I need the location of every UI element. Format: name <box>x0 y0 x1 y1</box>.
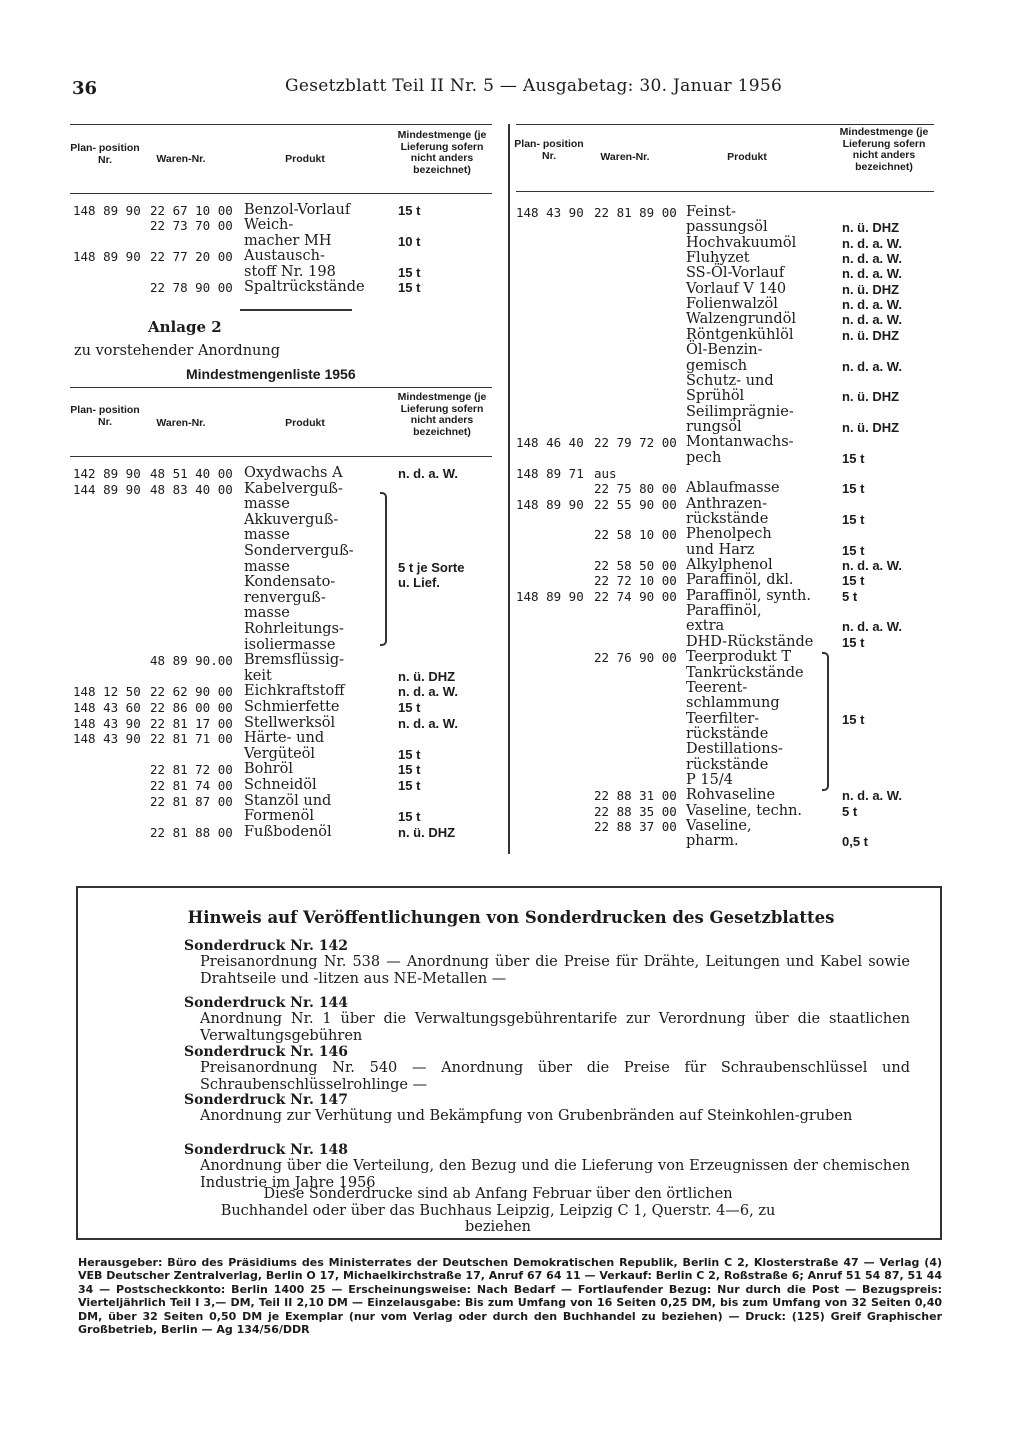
table-cell-produkt: Rohvaseline <box>686 787 776 804</box>
table-cell-produkt: Röntgenkühlöl <box>686 326 794 343</box>
table-cell-produkt: isoliermasse <box>244 636 336 653</box>
table-cell-produkt: Bohröl <box>244 761 294 778</box>
sonderdruck-title: Sonderdruck Nr. 144 <box>184 995 349 1011</box>
sonderdruck-text: Preisanordnung Nr. 538 — Anordnung über die Preise für Drähte, Leitungen und Kabel sowie Drahtseile und -litzen aus NE-Metallen — <box>200 954 910 987</box>
table-cell-plan-position: 144 89 90 <box>73 481 141 497</box>
table-cell-produkt: masse <box>244 527 290 544</box>
table-cell-plan-position: 148 89 90 <box>516 496 584 512</box>
table-cell-plan-position: 148 89 90 <box>73 203 141 218</box>
table-cell-plan-position: 142 89 90 <box>73 466 141 481</box>
table-rule <box>70 193 492 194</box>
sonderdruck-title: Sonderdruck Nr. 147 <box>184 1092 349 1108</box>
table-cell-mindestmenge: 15 t <box>398 280 421 295</box>
sonderdruck-text: Anordnung zur Verhütung und Bekämpfung von Grubenbränden auf Steinkohlen-gruben <box>200 1108 853 1124</box>
table-cell-plan-position: 148 89 90 <box>73 249 141 265</box>
header-waren: Waren-Nr. <box>156 153 206 165</box>
table-cell-mindestmenge: n. d. a. W. <box>842 788 902 804</box>
page-number: 36 <box>72 78 98 99</box>
table-cell-produkt: Fußbodenöl <box>244 823 332 840</box>
table-cell-mindestmenge: 10 t <box>398 233 421 249</box>
table-cell-produkt: Stellwerksöl <box>244 714 336 731</box>
table-cell-mindestmenge: 15 t <box>842 512 865 527</box>
table-cell-waren-nr: 22 88 37 00 <box>594 819 677 834</box>
table-cell-waren-nr: 22 81 71 00 <box>150 731 233 747</box>
table-cell-mindestmenge: 5 t <box>842 803 858 819</box>
table-cell-produkt: Feinst- <box>686 204 736 220</box>
table-cell-produkt: Benzol-Vorlauf <box>244 202 351 218</box>
table-cell-waren-nr: 22 62 90 00 <box>150 684 233 700</box>
table-cell-waren-nr: 22 81 74 00 <box>150 778 233 793</box>
table-cell-produkt: rungsöl <box>686 418 742 435</box>
table-cell-mindestmenge: 15 t <box>398 778 421 793</box>
table-cell-produkt: DHD-Rückstände <box>686 633 814 650</box>
table-cell-produkt: keit <box>244 667 272 684</box>
header-planposition: Plan- position Nr. <box>70 142 140 166</box>
table-cell-produkt: P 15/4 <box>686 771 733 788</box>
table-cell-waren-nr: 22 73 70 00 <box>150 218 233 234</box>
table-cell-plan-position: 148 12 50 <box>73 684 141 700</box>
anlage-subtitle: zu vorstehender Anordnung <box>74 343 281 359</box>
sonderdruck-text: Preisanordnung Nr. 540 — Anordnung über die Preise für Schraubenschlüssel und Schraubenschlüsselrohlinge — <box>200 1060 910 1093</box>
table-cell-waren-nr: 22 81 17 00 <box>150 715 233 731</box>
header-produkt: Produkt <box>285 153 325 165</box>
header-planposition: Plan- position Nr. <box>514 138 584 162</box>
table-cell-produkt: passungsöl <box>686 219 768 236</box>
table-cell-mindestmenge: 5 t <box>842 588 858 604</box>
table-cell-mindestmenge: 15 t <box>842 711 865 727</box>
header-planposition: Plan- position Nr. <box>70 404 140 428</box>
table-cell-waren-nr: 22 72 10 00 <box>594 573 677 589</box>
table-cell-produkt: Bremsflüssig- <box>244 652 345 669</box>
table-rule <box>70 124 492 125</box>
table-cell-plan-position: 148 89 90 <box>516 588 584 604</box>
header-waren: Waren-Nr. <box>600 151 650 163</box>
table-cell-plan-position: 148 89 71 <box>516 465 584 481</box>
sonderdruck-text: Anordnung Nr. 1 über die Verwaltungsgebührentarife zur Verordnung über die staatlichen Verwaltungsgebühren <box>200 1011 910 1044</box>
table-cell-produkt: stoff Nr. 198 <box>244 263 336 280</box>
table-cell-produkt: Rohrleitungs- <box>244 621 344 637</box>
table-cell-waren-nr: 22 75 80 00 <box>594 481 677 497</box>
table-cell-produkt: rückstände <box>686 725 769 742</box>
table-cell-mindestmenge: 15 t <box>398 203 421 218</box>
table-cell-produkt: Seilimprägnie- <box>686 403 794 420</box>
table-cell-mindestmenge: 15 t <box>842 450 865 466</box>
table-cell-mindestmenge: n. d. a. W. <box>842 251 902 267</box>
list-title: Mindestmengenliste 1956 <box>186 366 356 382</box>
table-cell-mindestmenge: n. d. a. W. <box>842 558 902 574</box>
table-rule <box>516 191 934 192</box>
table-cell-produkt: rückstände <box>686 756 769 773</box>
table-cell-mindestmenge: n. d. a. W. <box>398 466 458 481</box>
sonderdruck-title: Sonderdruck Nr. 142 <box>184 938 349 954</box>
table-cell-mindestmenge: 15 t <box>398 746 421 762</box>
header-produkt: Produkt <box>727 151 767 163</box>
table-cell-waren-nr: aus <box>594 465 617 481</box>
table-cell-produkt: Paraffinöl, dkl. <box>686 572 794 589</box>
table-cell-produkt: gemisch <box>686 357 748 374</box>
table-cell-plan-position: 148 43 90 <box>516 205 584 220</box>
table-cell-produkt: Austausch- <box>244 248 325 265</box>
table-cell-mindestmenge: n. d. a. W. <box>398 715 458 731</box>
header-waren: Waren-Nr. <box>156 417 206 429</box>
column-divider <box>508 124 510 854</box>
table-cell-produkt: Öl-Benzin- <box>686 342 763 359</box>
table-cell-produkt: Folienwalzöl <box>686 296 778 313</box>
table-cell-mindestmenge: n. ü. DHZ <box>842 220 900 236</box>
table-cell-produkt: Walzengrundöl <box>686 311 797 328</box>
table-cell-waren-nr: 48 83 40 00 <box>150 481 233 497</box>
table-cell-produkt: Kabelverguß- <box>244 480 343 497</box>
table-cell-plan-position: 148 43 60 <box>73 700 141 715</box>
table-cell-produkt: Schneidöl <box>244 777 317 793</box>
table-cell-waren-nr: 22 55 90 00 <box>594 496 677 512</box>
table-cell-mindestmenge: 15 t <box>398 809 421 825</box>
table-cell-mindestmenge: 15 t <box>398 700 421 715</box>
table-cell-plan-position: 148 46 40 <box>516 435 584 451</box>
table-cell-waren-nr: 22 81 72 00 <box>150 762 233 778</box>
table-cell-produkt: SS-Öl-Vorlauf <box>686 265 785 282</box>
table-cell-produkt: masse <box>244 605 290 622</box>
table-cell-waren-nr: 22 77 20 00 <box>150 249 233 265</box>
table-cell-produkt: renverguß- <box>244 589 326 606</box>
sonderdruck-title: Sonderdruck Nr. 146 <box>184 1044 349 1060</box>
header-produkt: Produkt <box>285 417 325 429</box>
table-cell-plan-position: 148 43 90 <box>73 715 141 731</box>
table-cell-mindestmenge: 15 t <box>842 634 865 650</box>
table-cell-waren-nr: 22 74 90 00 <box>594 588 677 604</box>
table-cell-produkt: Sonderverguß- <box>244 543 354 559</box>
table-cell-produkt: masse <box>244 496 290 513</box>
anlage-title: Anlage 2 <box>148 318 222 336</box>
table-cell-mindestmenge: n. d. a. W. <box>842 619 902 635</box>
table-cell-produkt: Ablaufmasse <box>686 480 780 497</box>
table-rule <box>70 456 492 457</box>
table-cell-waren-nr: 22 76 90 00 <box>594 650 677 666</box>
table-cell-produkt: Sprühöl <box>686 388 745 405</box>
table-cell-produkt: Härte- und <box>244 730 325 747</box>
table-cell-mindestmenge: n. d. a. W. <box>842 358 902 374</box>
hinweis-box <box>76 886 942 1240</box>
table-cell-waren-nr: 22 81 89 00 <box>594 205 677 220</box>
table-cell-mindestmenge: 15 t <box>398 762 421 778</box>
table-cell-mindestmenge: n. d. a. W. <box>398 684 458 700</box>
table-cell-produkt: Fluhyzet <box>686 250 750 267</box>
table-rule <box>70 387 492 388</box>
table-cell-produkt: Teerprodukt T <box>686 649 792 666</box>
table-cell-produkt: schlammung <box>686 695 780 712</box>
table-cell-produkt: Stanzöl und <box>244 792 332 809</box>
table-cell-waren-nr: 48 51 40 00 <box>150 466 233 481</box>
table-cell-produkt: rückstände <box>686 511 769 527</box>
table-cell-produkt: Vergüteöl <box>244 745 316 762</box>
table-cell-mindestmenge: u. Lief. <box>398 575 440 591</box>
table-cell-produkt: masse <box>244 558 290 575</box>
table-cell-waren-nr: 22 88 31 00 <box>594 788 677 804</box>
table-cell-produkt: macher MH <box>244 232 332 249</box>
table-cell-produkt: Anthrazen- <box>686 495 768 512</box>
table-cell-mindestmenge: n. d. a. W. <box>842 235 902 251</box>
table-cell-mindestmenge: n. ü. DHZ <box>842 327 900 343</box>
table-cell-mindestmenge: 15 t <box>842 542 865 558</box>
table-cell-mindestmenge: n. d. a. W. <box>842 312 902 328</box>
table-cell-mindestmenge: 15 t <box>842 573 865 589</box>
header-mindest: Mindestmenge (je Lieferung sofern nicht anders bezeichnet) <box>839 126 929 173</box>
table-cell-produkt: Schmierfette <box>244 699 340 715</box>
imprint: Herausgeber: Büro des Präsidiums des Ministerrates der Deutschen Demokratischen Republik, Berlin C 2, Klosterstraße 47 — Verlag (4) VEB Deutscher Zentralverlag, Berlin O 17, Michaelkirchstraße 17, Anruf 67 64 11 — Verkauf: Berlin C 2, Roßstraße 6; Anruf 51 54 87, 51 44 34 — Postscheckkonto: Berlin 1400 25 — Erscheinungsweise: Nach Bedarf — Fortlaufender Bezug: Nur durch die Post — Bezugspreis: Vierteljährlich Teil I 3,— DM, Teil II 2,10 DM — Einzelausgabe: Bis zum Umfang von 16 Seiten 0,25 DM, bis zum Umfang von 32 Seiten 0,40 DM, über 32 Seiten 0,50 DM je Exemplar (nur vom Verlag oder durch den Buchhandel zu beziehen) — Druck: (125) Greif Graphischer Großbetrieb, Berlin — Ag 134/56/DDR <box>78 1256 942 1337</box>
table-cell-waren-nr: 22 67 10 00 <box>150 203 233 218</box>
hinweis-footer: Diese Sonderdrucke sind ab Anfang Februar über den örtlichen Buchhandel oder über das Buchhaus Leipzig, Leipzig C 1, Querstr. 4—6, zu beziehen <box>220 1186 776 1235</box>
table-cell-produkt: pharm. <box>686 833 739 850</box>
hinweis-title: Hinweis auf Veröffentlichungen von Sonderdrucken des Gesetzblattes <box>187 908 835 927</box>
table-cell-produkt: Formenöl <box>244 808 314 825</box>
table-cell-produkt: Destillations- <box>686 741 783 758</box>
table-cell-mindestmenge: 15 t <box>842 481 865 497</box>
table-cell-produkt: extra <box>686 618 725 635</box>
table-cell-produkt: Kondensato- <box>244 574 336 591</box>
table-cell-produkt: Teerent- <box>686 679 748 696</box>
table-cell-produkt: pech <box>686 449 722 466</box>
table-cell-waren-nr: 22 88 35 00 <box>594 803 677 819</box>
table-cell-mindestmenge: n. ü. DHZ <box>398 668 456 684</box>
table-cell-waren-nr: 22 81 87 00 <box>150 793 233 809</box>
header-mindest: Mindestmenge (je Lieferung sofern nicht anders bezeichnet) <box>397 129 487 176</box>
table-cell-mindestmenge: n. ü. DHZ <box>842 419 900 435</box>
table-cell-mindestmenge: 5 t je Sorte <box>398 559 465 575</box>
table-cell-mindestmenge: n. ü. DHZ <box>842 389 900 405</box>
page-header: Gesetzblatt Teil II Nr. 5 — Ausgabetag: 30. Januar 1956 <box>285 76 783 96</box>
table-cell-produkt: Eichkraftstoff <box>244 683 345 700</box>
table-cell-mindestmenge: n. d. a. W. <box>842 266 902 282</box>
table-cell-mindestmenge: n. d. a. W. <box>842 297 902 313</box>
header-mindest: Mindestmenge (je Lieferung sofern nicht anders bezeichnet) <box>397 391 487 438</box>
table-cell-produkt: Vaseline, techn. <box>686 802 803 819</box>
table-cell-waren-nr: 22 58 10 00 <box>594 527 677 543</box>
group-brace <box>822 652 829 791</box>
group-brace <box>380 492 387 646</box>
sonderdruck-title: Sonderdruck Nr. 148 <box>184 1142 349 1158</box>
table-cell-waren-nr: 22 58 50 00 <box>594 558 677 574</box>
table-cell-waren-nr: 22 79 72 00 <box>594 435 677 451</box>
table-cell-produkt: und Harz <box>686 541 755 558</box>
table-cell-produkt: Paraffinöl, synth. <box>686 587 811 604</box>
table-cell-mindestmenge: 15 t <box>398 264 421 280</box>
table-cell-mindestmenge: 0,5 t <box>842 834 869 850</box>
table-cell-mindestmenge: n. ü. DHZ <box>398 824 456 840</box>
table-cell-produkt: Schutz- und <box>686 372 774 389</box>
table-cell-mindestmenge: n. ü. DHZ <box>842 281 900 297</box>
table-cell-waren-nr: 22 78 90 00 <box>150 280 233 295</box>
table-cell-produkt: Hochvakuumöl <box>686 234 797 251</box>
separator-rule <box>240 309 352 311</box>
table-cell-produkt: Spaltrückstände <box>244 279 365 295</box>
table-cell-produkt: Vaseline, <box>686 818 752 834</box>
table-cell-produkt: Montanwachs- <box>686 434 794 451</box>
table-cell-produkt: Tankrückstände <box>686 664 804 681</box>
table-cell-produkt: Oxydwachs A <box>244 465 343 481</box>
table-cell-produkt: Paraffinöl, <box>686 603 762 620</box>
table-cell-produkt: Weich- <box>244 217 294 234</box>
table-cell-plan-position: 148 43 90 <box>73 731 141 747</box>
sonderdruck-text: Anordnung über die Verteilung, den Bezug und die Lieferung von Erzeugnissen der chemischen Industrie im Jahre 1956 <box>200 1158 910 1191</box>
table-cell-waren-nr: 22 86 00 00 <box>150 700 233 715</box>
table-cell-produkt: Alkylphenol <box>686 557 773 574</box>
table-rule <box>516 124 934 125</box>
table-cell-produkt: Phenolpech <box>686 526 772 543</box>
table-cell-produkt: Teerfilter- <box>686 710 760 727</box>
table-cell-produkt: Akkuverguß- <box>244 511 339 528</box>
table-cell-waren-nr: 22 81 88 00 <box>150 824 233 840</box>
table-cell-waren-nr: 48 89 90.00 <box>150 653 233 669</box>
table-cell-produkt: Vorlauf V 140 <box>686 280 787 297</box>
